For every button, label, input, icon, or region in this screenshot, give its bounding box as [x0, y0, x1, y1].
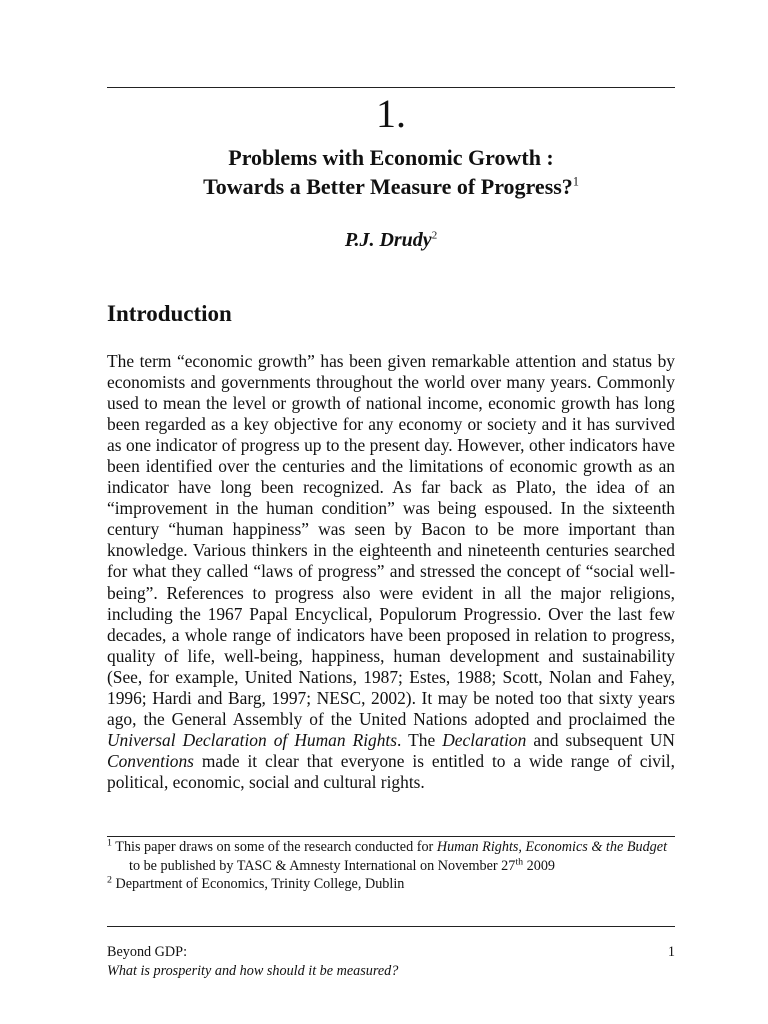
- footer-book-subtitle: What is prosperity and how should it be measured?: [107, 963, 399, 979]
- author-name: P.J. Drudy: [344, 229, 432, 251]
- chapter-title-line-2: [107, 172, 675, 202]
- footnote-1-year: 2009: [526, 857, 555, 874]
- title-footnote-marker[interactable]: 1: [572, 174, 579, 189]
- footnote-2-marker: 2: [107, 874, 112, 886]
- footnote-1-ordinal: th: [515, 855, 524, 867]
- body-paragraph: [107, 351, 675, 793]
- body-italic-udhr: Universal Declaration of Human Rights: [107, 729, 398, 750]
- chapter-title-text-1: Problems with Economic Growth :: [228, 145, 554, 170]
- header-rule: [107, 87, 675, 88]
- footnote-1-italic-title: Human Rights, Economics & the Budget: [436, 839, 668, 855]
- chapter-number: 1.: [376, 91, 406, 136]
- author-footnote-marker[interactable]: 2: [431, 229, 438, 242]
- body-text-part-2: . The: [397, 729, 436, 750]
- chapter-title-line-1: [107, 143, 675, 173]
- running-footer: [107, 943, 398, 981]
- body-italic-conventions: Conventions: [107, 750, 194, 771]
- footnote-1-text-after: to be published by TASC & Amnesty International on November 27: [129, 857, 516, 874]
- footnote-1-marker: 1: [107, 837, 112, 849]
- chapter-title-text-2: Towards a Better Measure of Progress?: [203, 174, 573, 199]
- footer-rule: [107, 926, 675, 927]
- footer-book-title: Beyond GDP:: [107, 944, 188, 960]
- footnote-1-text-before: This paper draws on some of the research conducted for: [115, 839, 434, 855]
- footnote-rule: [107, 836, 675, 837]
- section-heading: Introduction: [107, 301, 232, 326]
- author-line: [107, 226, 675, 254]
- footnote-2: [107, 875, 667, 894]
- footnote-1: [107, 838, 667, 875]
- body-italic-declaration: Declaration: [442, 729, 527, 750]
- body-text-part-4: made it clear that everyone is entitled to a wide range of civil, political, economic, social and cultural rights.: [107, 750, 675, 792]
- footnotes: [107, 838, 667, 894]
- body-text-part-3: and subsequent UN: [533, 729, 675, 750]
- page-number: 1: [667, 944, 675, 960]
- footnote-2-text: Department of Economics, Trinity College, Dublin: [115, 876, 405, 892]
- body-text-part-1: The term “economic growth” has been given remarkable attention and status by economists and governments throughout the world over many years. Commonly used to mean the level or growth of national income, economic growth has long been regarded as a key objective for any economy or society and it has survived as one indicator of progress up to the present day. However, other indicators have been identified over the centuries and the limitations of economic growth as an indicator have long been recognized. As far back as Plato, the idea of an “improvement in the human condition” was being espoused. In the sixteenth century “human happiness” was seen by Bacon to be more important than knowledge. Various thinkers in the eighteenth and nineteenth centuries searched for what they called “laws of progress” and stressed the concept of “social well-being”. References to progress also were evident in all the major religions, including the 1967 Papal Encyclical, Populorum Progressio. Over the last few decades, a whole range of indicators have been proposed in relation to progress, quality of life, well-being, happiness, human development and sustainability (See, for example, United Nations, 1987; Estes, 1988; Scott, Nolan and Fahey, 1996; Hardi and Barg, 1997; NESC, 2002). It may be noted too that sixty years ago, the General Assembly of the United Nations adopted and proclaimed the: [107, 351, 675, 729]
